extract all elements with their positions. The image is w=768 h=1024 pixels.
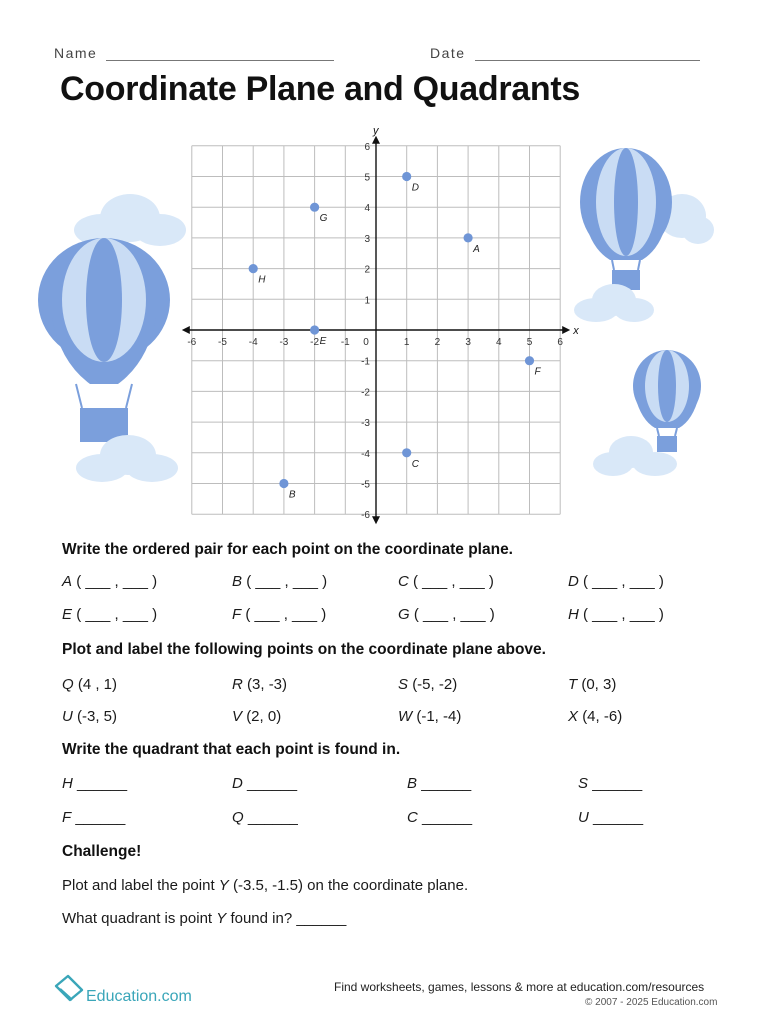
x-tick-label: 4 xyxy=(496,337,502,348)
hot-air-balloon-icon xyxy=(580,148,672,290)
x-tick-label: -5 xyxy=(218,337,227,348)
point-label: F xyxy=(62,809,72,826)
ordered-pair-item-value: ( ___ , ___ ) xyxy=(583,606,664,623)
coordinate-plane[interactable] xyxy=(180,124,590,534)
section-quadrant-title: Write the quadrant that each point is found in. xyxy=(62,741,401,758)
y-tick-label: -4 xyxy=(361,448,370,460)
point-label: C xyxy=(398,573,409,590)
plot-point-item-value: (-1, -4) xyxy=(416,708,462,725)
ordered-pair-item-value: ( ___ , ___ ) xyxy=(413,606,495,623)
ordered-pair-item-a[interactable] xyxy=(62,573,157,590)
y-tick-label: 2 xyxy=(364,264,370,276)
y-tick-label: -5 xyxy=(361,479,370,491)
quadrant-item-value: ______ xyxy=(247,775,298,792)
point-label: S xyxy=(578,775,589,792)
quadrant-item-c[interactable] xyxy=(407,809,472,826)
ordered-pair-item-g[interactable] xyxy=(398,606,495,623)
plot-point-item-q[interactable] xyxy=(62,676,117,693)
education-logo-icon xyxy=(52,972,86,1006)
plot-point-item-value: (-3, 5) xyxy=(77,708,118,725)
ordered-pair-item-c[interactable] xyxy=(398,573,494,590)
x-tick-label: 1 xyxy=(403,337,410,348)
plot-point-item-w[interactable] xyxy=(398,708,461,725)
cloud-icon xyxy=(74,194,186,246)
point-label: C xyxy=(407,809,418,826)
challenge-line-2-pre: What quadrant is point xyxy=(62,910,217,927)
cloud-icon xyxy=(76,435,178,482)
point-label: T xyxy=(568,676,578,693)
balloon-right-top-illustration xyxy=(570,144,720,330)
point-label: Q xyxy=(232,809,244,826)
x-tick-label: -1 xyxy=(340,337,350,348)
x-tick-label: -6 xyxy=(187,337,197,348)
footer-copyright: © 2007 - 2025 Education.com xyxy=(585,997,718,1008)
challenge-point-label: Y xyxy=(218,877,229,894)
name-label: Name xyxy=(54,45,98,61)
point-label: R xyxy=(232,676,243,693)
plot-point-item-value: (4, -6) xyxy=(582,708,623,725)
balloon-right-bottom-illustration xyxy=(585,348,715,482)
ordered-pair-item-h[interactable] xyxy=(568,606,664,623)
plot-point-item-value: (4 , 1) xyxy=(77,676,118,693)
ordered-pair-item-value: ( ___ , ___ ) xyxy=(245,606,327,623)
y-tick-label: -3 xyxy=(361,418,370,430)
point-label: S xyxy=(398,676,409,693)
challenge-line-1-post: (-3.5, -1.5) on the coordinate plane. xyxy=(228,877,469,894)
data-point-label: D xyxy=(411,182,419,194)
quadrant-item-q[interactable] xyxy=(232,809,298,826)
x-tick-label: -4 xyxy=(248,337,258,348)
ordered-pair-item-d[interactable] xyxy=(568,573,664,590)
point-label: B xyxy=(407,775,418,792)
quadrant-item-value: ______ xyxy=(75,809,126,826)
point-label: A xyxy=(62,573,73,590)
ordered-pair-item-f[interactable] xyxy=(232,606,326,623)
ordered-pair-item-b[interactable] xyxy=(232,573,327,590)
quadrant-item-value: ______ xyxy=(422,809,473,826)
y-tick-label: 1 xyxy=(364,295,370,307)
ordered-pair-item-value: ( ___ , ___ ) xyxy=(76,606,158,623)
quadrant-item-d[interactable] xyxy=(232,775,297,792)
quadrant-item-value: ______ xyxy=(77,775,128,792)
x-axis-label: x xyxy=(573,325,579,337)
plot-point-item-value: (-5, -2) xyxy=(412,676,458,693)
plot-point-item-t[interactable] xyxy=(568,676,616,693)
data-point-a xyxy=(464,233,473,242)
quadrant-item-s[interactable] xyxy=(578,775,642,792)
point-label: D xyxy=(232,775,243,792)
y-tick-label: 6 xyxy=(364,141,370,153)
x-tick-label: -3 xyxy=(279,337,289,348)
y-axis-arrow-up-icon xyxy=(372,136,380,144)
y-tick-label: -2 xyxy=(361,387,370,399)
plot-point-item-x[interactable] xyxy=(568,708,622,725)
point-label: U xyxy=(62,708,73,725)
challenge-line-1 xyxy=(62,877,468,894)
data-point-label: H xyxy=(258,274,266,286)
ordered-pair-item-value: ( ___ , ___ ) xyxy=(583,573,664,590)
data-point-label: B xyxy=(288,489,296,501)
point-label: W xyxy=(398,708,413,725)
y-axis-label: y xyxy=(373,124,379,137)
x-tick-label: 5 xyxy=(526,337,533,348)
y-axis-arrow-down-icon xyxy=(372,516,380,524)
point-label: X xyxy=(568,708,579,725)
y-tick-label: -6 xyxy=(361,510,370,522)
point-label: G xyxy=(398,606,410,623)
quadrant-item-value: ______ xyxy=(593,809,644,826)
challenge-line-2-post: found in? ______ xyxy=(226,910,347,927)
challenge-line-2 xyxy=(62,910,346,927)
x-tick-label: 2 xyxy=(434,337,441,348)
data-point-d xyxy=(402,172,411,181)
point-label: D xyxy=(568,573,579,590)
plot-point-item-u[interactable] xyxy=(62,708,117,725)
challenge-title: Challenge! xyxy=(62,843,142,860)
challenge-line-1-pre: Plot and label the point xyxy=(62,877,219,894)
x-tick-label: 6 xyxy=(557,337,563,348)
point-label: Q xyxy=(62,676,74,693)
hot-air-balloon-icon xyxy=(633,350,701,452)
data-point-label: C xyxy=(411,458,419,470)
footer-tagline[interactable]: Find worksheets, games, lessons & more at education.com/resources xyxy=(334,980,705,994)
y-tick-label: 4 xyxy=(364,203,370,215)
y-tick-label: 5 xyxy=(364,172,370,184)
x-tick-label: 0 xyxy=(363,337,369,348)
data-point-h xyxy=(249,264,258,273)
plot-point-item-s[interactable] xyxy=(398,676,457,693)
x-tick-label: 3 xyxy=(465,337,471,348)
page-title: Coordinate Plane and Quadrants xyxy=(60,70,580,108)
data-point-b xyxy=(279,479,288,488)
point-label: B xyxy=(232,573,243,590)
point-label: H xyxy=(568,606,579,623)
section-ordered-pair-title: Write the ordered pair for each point on the coordinate plane. xyxy=(62,541,513,558)
plot-point-item-value: (3, -3) xyxy=(247,676,288,693)
quadrant-item-u[interactable] xyxy=(578,809,643,826)
challenge-point-label: Y xyxy=(216,910,227,927)
ordered-pair-item-value: ( ___ , ___ ) xyxy=(246,573,328,590)
quadrant-item-b[interactable] xyxy=(407,775,471,792)
data-point-label: G xyxy=(319,213,328,225)
point-label: F xyxy=(232,606,242,623)
point-label: U xyxy=(578,809,589,826)
data-point-label: A xyxy=(473,243,480,255)
ordered-pair-item-value: ( ___ , ___ ) xyxy=(413,573,494,590)
data-point-c xyxy=(402,448,411,457)
name-field-line[interactable] xyxy=(106,60,334,61)
data-point-label: E xyxy=(319,336,327,347)
data-point-f xyxy=(525,356,534,365)
plot-point-item-r[interactable] xyxy=(232,676,287,693)
data-point-label: F xyxy=(534,366,541,378)
date-field-line[interactable] xyxy=(475,60,700,61)
quadrant-item-h[interactable] xyxy=(62,775,127,792)
education-logo-text[interactable]: Education.com xyxy=(86,988,192,1005)
balloon-left-illustration xyxy=(30,180,190,490)
point-label: V xyxy=(232,708,243,725)
x-tick-label: -2 xyxy=(310,337,320,348)
x-axis-arrow-right-icon xyxy=(562,326,570,334)
quadrant-item-f[interactable] xyxy=(62,809,125,826)
quadrant-item-value: ______ xyxy=(421,775,472,792)
quadrant-item-value: ______ xyxy=(592,775,643,792)
plot-point-item-value: (2, 0) xyxy=(246,708,282,725)
ordered-pair-item-value: ( ___ , ___ ) xyxy=(76,573,158,590)
ordered-pair-item-e[interactable] xyxy=(62,606,157,623)
x-axis-arrow-left-icon xyxy=(182,326,190,334)
point-label: H xyxy=(62,775,73,792)
y-tick-label: 3 xyxy=(364,233,370,245)
data-point-e xyxy=(310,325,319,334)
quadrant-item-value: ______ xyxy=(247,809,298,826)
section-plot-points-title: Plot and label the following points on the coordinate plane above. xyxy=(62,641,546,658)
hot-air-balloon-icon xyxy=(38,238,170,442)
data-point-g xyxy=(310,203,319,212)
y-tick-label: -1 xyxy=(361,356,370,368)
plot-point-item-value: (0, 3) xyxy=(581,676,617,693)
date-label: Date xyxy=(430,45,466,61)
point-label: E xyxy=(62,606,73,623)
plot-point-item-v[interactable] xyxy=(232,708,281,725)
